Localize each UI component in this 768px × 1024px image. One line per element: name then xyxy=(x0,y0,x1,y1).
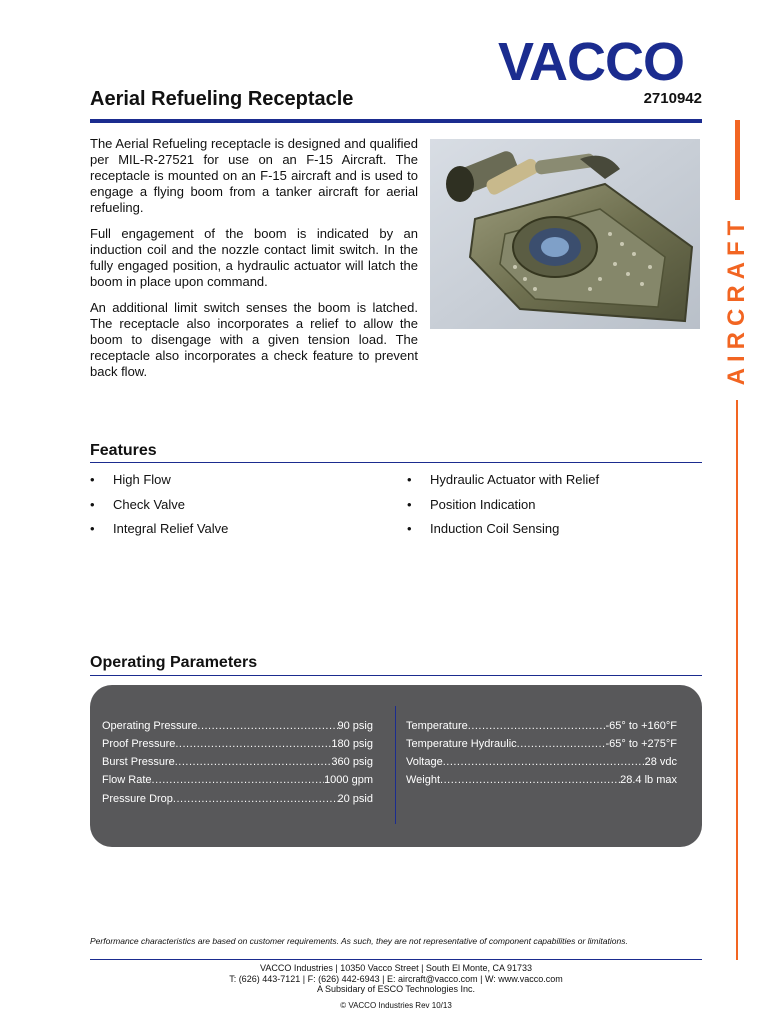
bullet-icon: • xyxy=(90,521,95,536)
list-item: • Hydraulic Actuator with Relief xyxy=(407,472,600,487)
param-row: Operating Pressure ..... 90 psig xyxy=(102,720,373,732)
bullet-icon: • xyxy=(407,496,412,512)
param-row: Flow Rate ..... 1000 gpm xyxy=(102,774,373,786)
list-item: • Induction Coil Sensing xyxy=(407,521,560,536)
footer-rule xyxy=(90,959,702,960)
side-accent-bar xyxy=(735,120,740,200)
parameters-divider xyxy=(395,706,396,824)
page-title: Aerial Refueling Receptacle xyxy=(90,88,354,110)
param-row: Voltage ..... 28 vdc xyxy=(406,756,677,768)
side-accent-line xyxy=(736,400,738,960)
header-rule xyxy=(90,119,702,123)
side-label: AIRCRAFT xyxy=(723,214,750,386)
parameters-rule xyxy=(90,675,702,676)
features-list-left xyxy=(90,472,380,546)
features-list-right xyxy=(407,472,702,546)
intro-paragraph: The Aerial Refueling receptacle is designed and qualified per MIL-R-27521 for use on an F-15 Aircraft. The receptacle is mounted on an F-15 aircraft and is used to engage a flying boom from a tanker aircraft for aerial refueling. xyxy=(90,136,418,215)
vacco-logo: VACCO xyxy=(498,32,685,92)
param-row: Proof Pressure ..... 180 psig xyxy=(102,738,373,750)
features-title: Features xyxy=(90,442,157,459)
param-row: Pressure Drop ..... 20 psid xyxy=(102,793,373,805)
parameters-title: Operating Parameters xyxy=(90,654,258,671)
disclaimer: Performance characteristics are based on customer requirements. As such, they are not representative of component capabilities or limitations. xyxy=(90,936,628,946)
intro-text xyxy=(90,136,418,390)
param-row: Weight ..... 28.4 lb max xyxy=(406,774,677,786)
list-item: • Position Indication xyxy=(407,496,536,512)
footer-subsidiary: A Subsidary of ESCO Technologies Inc. xyxy=(317,984,475,994)
list-item: • Check Valve xyxy=(90,496,186,512)
bullet-icon: • xyxy=(90,472,95,487)
footer xyxy=(90,963,702,1011)
product-photo xyxy=(430,139,700,329)
intro-paragraph: Full engagement of the boom is indicated by an induction coil and the nozzle contact limit switch. In the fully engaged position, a hydraulic actuator will latch the boom in place upon command. xyxy=(90,226,418,289)
bullet-icon: • xyxy=(90,496,95,512)
param-row: Temperature ..... -65° to +160°F xyxy=(406,720,677,732)
intro-paragraph: An additional limit switch senses the boom is latched. The receptacle also incorporates a relief to allow the boom to disengage with a given tension load. The receptacle also incorporates a check feature to prevent back flow. xyxy=(90,300,418,379)
footer-address: VACCO Industries | 10350 Vacco Street | South El Monte, CA 91733 xyxy=(260,963,532,973)
footer-contact: T: (626) 443-7121 | F: (626) 442-6943 | E: aircraft@vacco.com | W: www.vacco.com xyxy=(229,973,563,984)
param-row: Temperature Hydraulic ..... -65° to +275°F xyxy=(406,738,677,750)
list-item: • High Flow xyxy=(90,472,171,487)
bullet-icon: • xyxy=(407,521,412,536)
features-rule xyxy=(90,462,702,463)
bullet-icon: • xyxy=(407,472,412,487)
list-item: • Integral Relief Valve xyxy=(90,521,229,536)
footer-copyright: © VACCO Industries Rev 10/13 xyxy=(340,1000,452,1010)
part-number: 2710942 xyxy=(643,90,702,107)
param-row: Burst Pressure ..... 360 psig xyxy=(102,756,373,768)
